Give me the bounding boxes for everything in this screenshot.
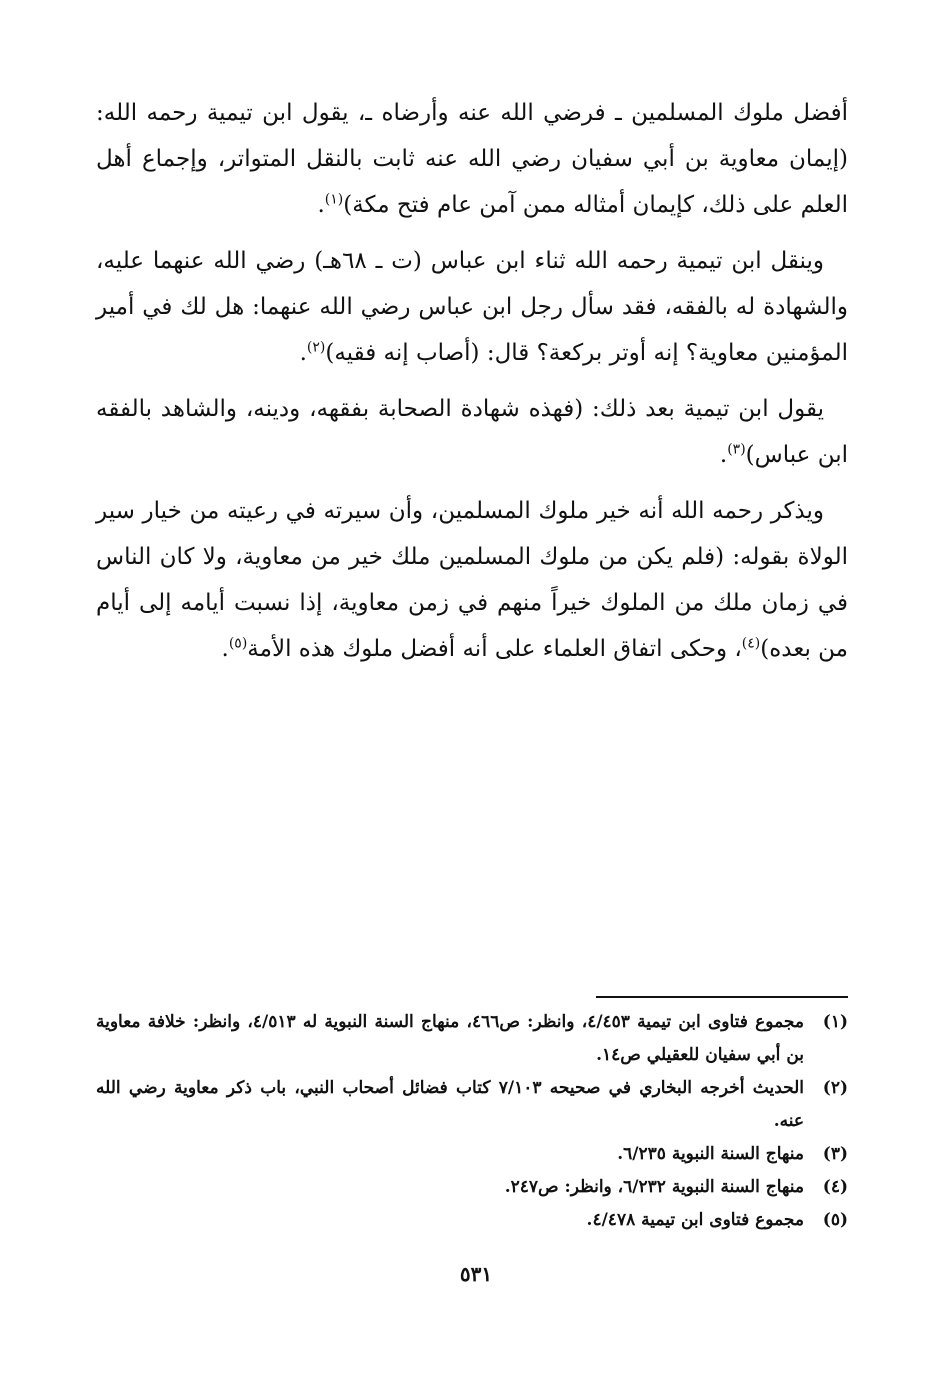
paragraph-text: ويذكر رحمه الله أنه خير ملوك المسلمين، وأن سيرته في رعيته من خيار سير الولاة بقوله: (فلم يكن من ملوك المسلمين ملك خير من معاوية، ولا كان الناس في زمان ملك من الملوك خيراً منهم في زمن معاوية، إذا نسبت أيامه إلى أيام من بعده) <box>96 498 848 662</box>
footnote-reference-2: (٢) <box>306 339 326 356</box>
footnote-number: (٣) <box>822 1144 848 1164</box>
footnote-text: منهاج السنة النبوية ٦/٢٣٢، وانظر: ص٢٤٧. <box>504 1177 804 1197</box>
footnote-1 <box>96 1006 848 1072</box>
footnote-2 <box>96 1072 848 1138</box>
footnote-number: (١) <box>822 1012 848 1032</box>
footnote-reference-5: (٥) <box>228 635 248 652</box>
footnote-reference-1: (١) <box>324 191 344 208</box>
paragraph-4 <box>96 488 848 672</box>
footnote-5 <box>96 1204 848 1237</box>
paragraph-end: . <box>719 442 728 468</box>
footnote-number: (٤) <box>822 1177 848 1197</box>
paragraph-text: أفضل ملوك المسلمين ـ فرضي الله عنه وأرضاه ـ، يقول ابن تيمية رحمه الله: (إيمان معاوية بن أبي سفيان رضي الله عنه ثابت بالنقل المتواتر، وإجماع أهل العلم على ذلك، كإيمان أمثاله ممن آمن عام فتح مكة) <box>96 100 848 218</box>
paragraph-2 <box>96 238 848 376</box>
main-text <box>96 90 848 682</box>
page-number: ٥٣١ <box>459 1262 493 1286</box>
footnote-3 <box>96 1138 848 1171</box>
footnote-number: (٥) <box>822 1210 848 1230</box>
footnote-text: مجموع فتاوى ابن تيمية ٤/٤٥٣، وانظر: ص٤٦٦، منهاج السنة النبوية له ٤/٥١٣، وانظر: خلافة معاوية بن أبي سفيان للعقيلي ص١٤. <box>96 1012 805 1065</box>
paragraph-text: يقول ابن تيمية بعد ذلك: (فهذه شهادة الصحابة بفقهه، ودينه، والشاهد بالفقه ابن عباس) <box>96 396 848 468</box>
footnote-reference-3: (٣) <box>727 441 746 458</box>
paragraph-end: . <box>221 636 229 662</box>
footnote-reference-4: (٤) <box>741 635 761 652</box>
paragraph-end: . <box>299 340 307 366</box>
footnote-separator <box>596 996 848 998</box>
footnote-text: الحديث أخرجه البخاري في صحيحه ٧/١٠٣ كتاب فضائل أصحاب النبي، باب ذكر معاوية رضي الله عنه. <box>96 1078 805 1131</box>
footnote-number: (٢) <box>822 1078 848 1098</box>
paragraph-3 <box>96 386 848 478</box>
paragraph-1 <box>96 90 848 228</box>
footnote-text: منهاج السنة النبوية ٦/٢٣٥. <box>617 1144 804 1164</box>
footnote-4 <box>96 1171 848 1204</box>
paragraph-end: . <box>317 192 325 218</box>
footnote-text: مجموع فتاوى ابن تيمية ٤/٤٧٨. <box>586 1210 804 1230</box>
footnotes <box>96 1006 848 1237</box>
paragraph-text-continued: ، وحكى اتفاق العلماء على أنه أفضل ملوك هذه الأمة <box>247 636 742 662</box>
paragraph-text: وينقل ابن تيمية رحمه الله ثناء ابن عباس (ت ـ ٦٨هـ) رضي الله عنهما عليه، والشهادة له بالفقه، فقد سأل رجل ابن عباس رضي الله عنهما: هل لك في أمير المؤمنين معاوية؟ إنه أوتر بركعة؟ قال: (أصاب إنه فقيه) <box>96 248 848 366</box>
